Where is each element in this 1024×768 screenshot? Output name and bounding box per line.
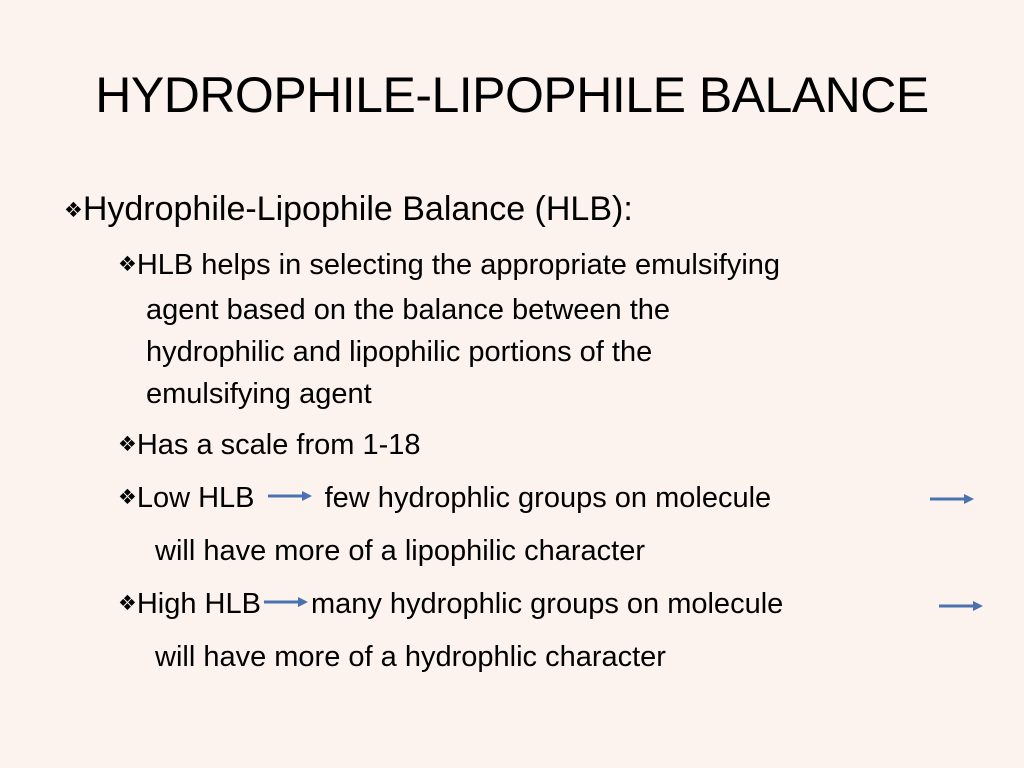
bullet-hlb-selecting — [118, 244, 780, 415]
high-hlb-middle: many hydrophlic groups on molecule — [310, 588, 784, 620]
bullet-low-hlb — [118, 477, 771, 522]
diamond-bullet-icon: ❖ — [118, 433, 137, 456]
bullet-hlb-heading — [64, 187, 633, 236]
low-hlb-label: Low HLB — [136, 482, 255, 514]
selecting-line-4: emulsifying agent — [146, 378, 372, 410]
high-hlb-label: High HLB — [136, 588, 261, 620]
diamond-bullet-icon: ❖ — [118, 253, 137, 276]
right-arrow-icon — [929, 493, 975, 505]
bullet-scale — [118, 424, 421, 469]
bullet-high-hlb — [118, 583, 783, 628]
scale-text: Has a scale from 1-18 — [136, 429, 421, 461]
selecting-line-1: HLB helps in selecting the appropriate emulsifying — [136, 249, 781, 281]
selecting-line-3: hydrophilic and lipophilic portions of the — [146, 336, 653, 368]
low-hlb-middle: few hydrophlic groups on molecule — [324, 482, 772, 514]
high-hlb-result: will have more of a hydrophlic character — [155, 641, 666, 673]
diamond-bullet-icon: ❖ — [118, 592, 137, 615]
low-hlb-result: will have more of a lipophilic character — [155, 535, 645, 567]
slide-title: HYDROPHILE-LIPOPHILE BALANCE — [95, 67, 929, 123]
hlb-heading-text: Hydrophile-Lipophile Balance (HLB): — [82, 190, 633, 228]
diamond-bullet-icon: ❖ — [64, 199, 83, 222]
selecting-line-2: agent based on the balance between the — [146, 294, 671, 326]
right-arrow-icon — [263, 596, 309, 608]
diamond-bullet-icon: ❖ — [118, 486, 137, 509]
right-arrow-icon — [267, 490, 313, 502]
right-arrow-icon — [938, 600, 984, 612]
